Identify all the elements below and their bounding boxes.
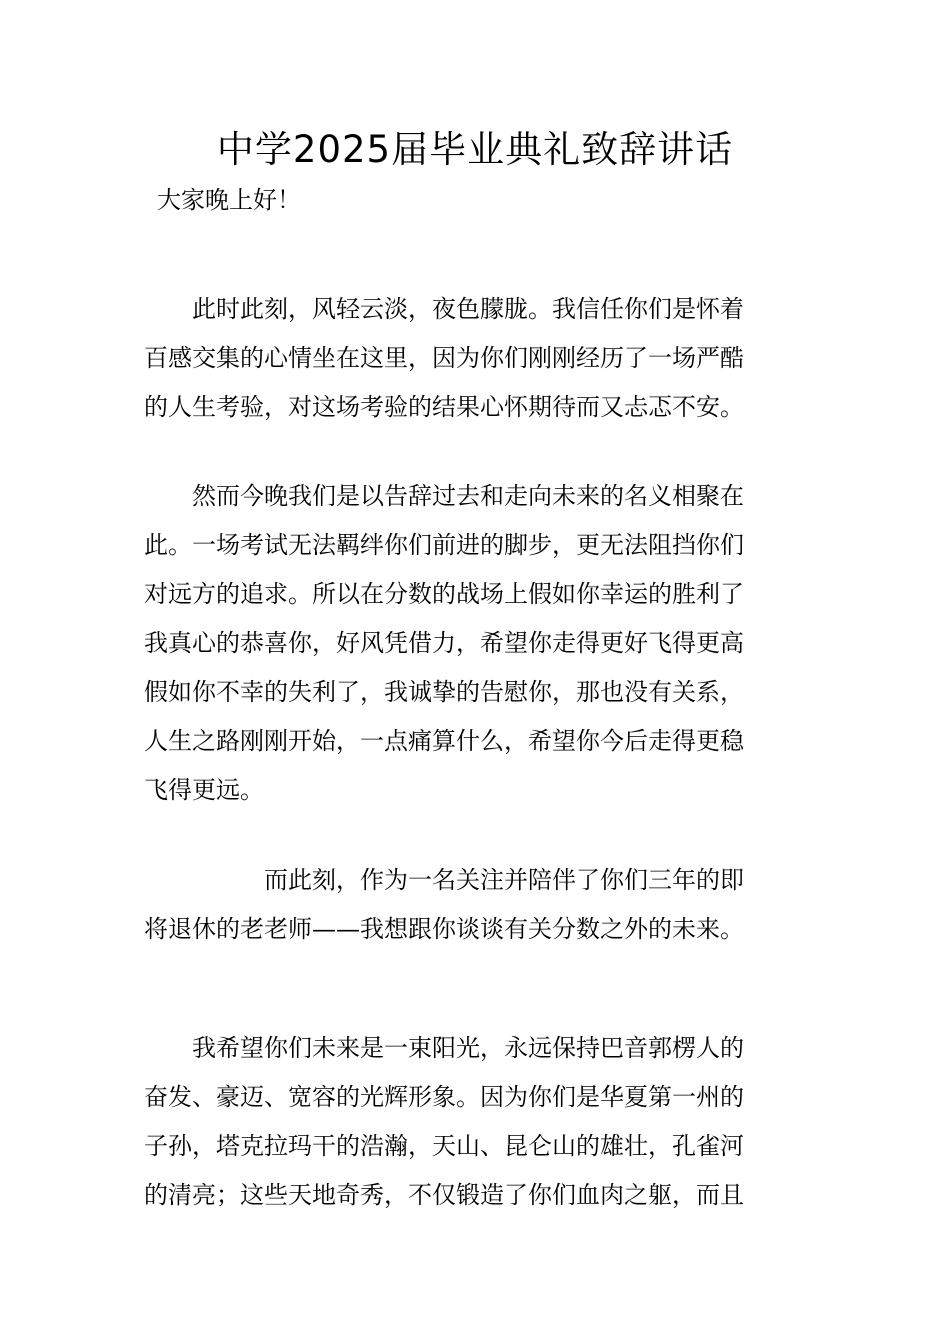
document-title: 中学2025届毕业典礼致辞讲话	[216, 128, 734, 171]
text-line: 的清亮；这些天地奇秀，不仅锻造了你们血肉之躯，而且	[144, 1181, 744, 1209]
text-line: 奋发、豪迈、宽容的光辉形象。因为你们是华夏第一州的	[144, 1083, 744, 1111]
text-line: 人生之路刚刚开始，一点痛算什么，希望你今后走得更稳	[144, 727, 744, 755]
text-line: 然而今晚我们是以告辞过去和走向未来的名义相聚在	[144, 482, 744, 510]
text-line: 此时此刻，风轻云淡，夜色朦胧。我信任你们是怀着	[144, 295, 744, 323]
text-line: 将退休的老老师——我想跟你谈谈有关分数之外的未来。	[144, 915, 744, 943]
text-line: 我真心的恭喜你，好风凭借力，希望你走得更好飞得更高	[144, 629, 744, 657]
paragraph-1	[144, 285, 808, 432]
text-line: 百感交集的心情坐在这里，因为你们刚刚经历了一场严酷	[144, 344, 744, 372]
text-line: 子孙，塔克拉玛干的浩瀚，天山、昆仑山的雄壮，孔雀河	[144, 1132, 744, 1160]
text-line: 飞得更远。	[144, 776, 264, 804]
paragraph-4	[144, 1024, 808, 1220]
text-line: 假如你不幸的失利了，我诚挚的告慰你，那也没有关系，	[144, 678, 744, 706]
paragraph-2	[144, 472, 808, 815]
text-line: 我希望你们未来是一束阳光，永远保持巴音郭楞人的	[144, 1034, 744, 1062]
text-line: 此。一场考试无法羁绊你们前进的脚步，更无法阻挡你们	[144, 531, 744, 559]
text-line: 的人生考验，对这场考验的结果心怀期待而又忐忑不安。	[144, 393, 744, 421]
paragraph-3	[144, 856, 808, 954]
text-line: 而此刻，作为一名关注并陪伴了你们三年的即	[144, 866, 744, 894]
text-line: 对远方的追求。所以在分数的战场上假如你幸运的胜利了	[144, 580, 744, 608]
greeting: 大家晚上好！	[157, 186, 301, 214]
